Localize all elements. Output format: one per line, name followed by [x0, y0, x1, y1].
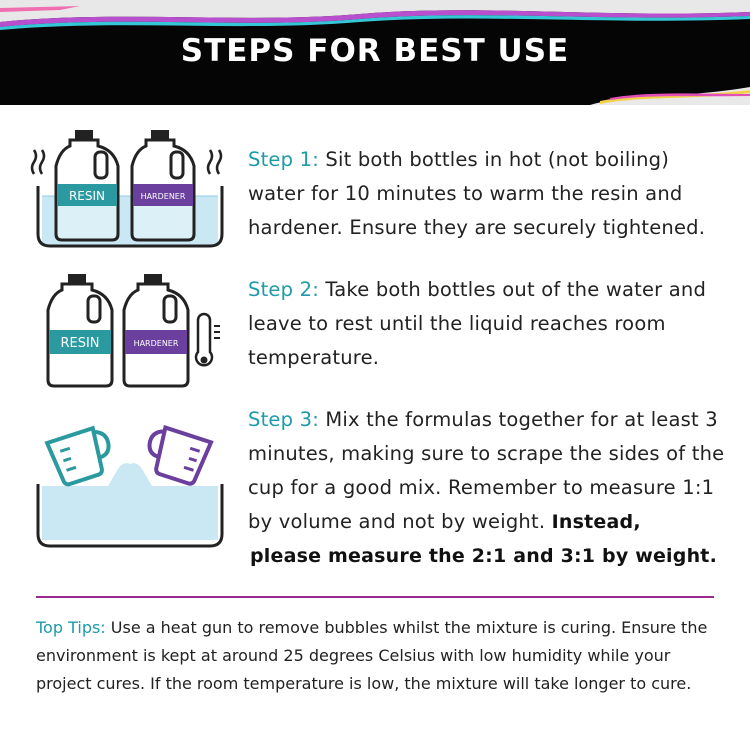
step-2-label: Step 2: — [248, 278, 319, 301]
step-3 — [248, 403, 728, 573]
hardener-bottle — [132, 130, 194, 240]
step-3-bold-note-a: Instead, — [551, 511, 641, 533]
hardener-bottle — [124, 274, 188, 386]
mixing-cups-illustration — [30, 420, 230, 550]
top-tips-label: Top Tips: — [36, 618, 106, 637]
step-3-text: Mix the formulas together for at least 3 minutes, making sure to scrape the sides of the cup for a good mix. Remember to measure 1:1 by volume and not by weight. — [248, 408, 725, 533]
top-tips — [36, 614, 726, 698]
paint-stroke-decoration-bottom — [590, 85, 750, 105]
resin-bottle — [48, 274, 112, 386]
resin-label: RESIN — [60, 336, 100, 351]
top-tips-text: Use a heat gun to remove bubbles whilst the mixture is curing. Ensure the environment is kept at around 25 degrees Celsius with low humidity while your project cures. If the room temperature is low, the mixture will take longer to cure. — [36, 618, 708, 693]
step-1-text: Sit both bottles in hot (not boiling) water for 10 minutes to warm the resin and hardener. Ensure they are securely tightened. — [248, 148, 706, 239]
step-1 — [248, 143, 728, 245]
hardener-label: HARDENER — [140, 192, 186, 201]
step-2-text: Take both bottles out of the water and leave to rest until the liquid reaches room temperature. — [248, 278, 707, 369]
banner-title: STEPS FOR BEST USE — [180, 33, 570, 69]
bottles-in-hot-water-illustration — [30, 122, 230, 250]
step-3-bold-note-b: please measure the 2:1 and 3:1 by weight. — [250, 545, 718, 567]
step-3-label: Step 3: — [248, 408, 319, 431]
hardener-label: HARDENER — [133, 339, 179, 348]
section-divider — [36, 596, 714, 598]
step-1-label: Step 1: — [248, 148, 319, 171]
step-2 — [248, 273, 728, 375]
thermometer-icon — [196, 314, 220, 365]
bottles-room-temperature-illustration — [40, 272, 230, 392]
purple-measuring-cup-icon — [141, 424, 211, 486]
resin-label: RESIN — [68, 189, 106, 203]
resin-bottle — [56, 130, 118, 240]
header-banner — [0, 0, 750, 105]
teal-measuring-cup-icon — [47, 425, 117, 487]
